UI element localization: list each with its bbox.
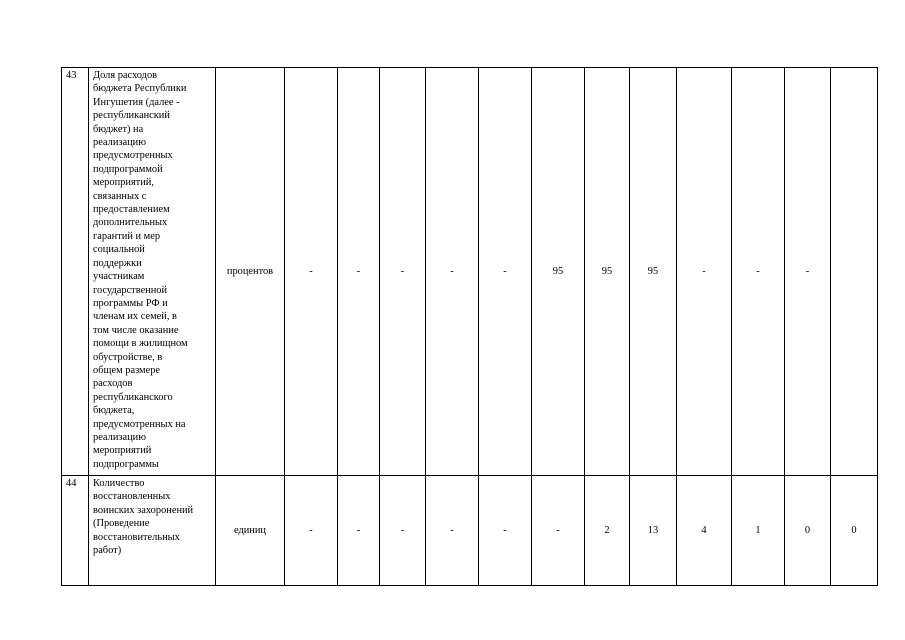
value-cell: 2: [585, 476, 630, 586]
value-cell: -: [785, 68, 831, 476]
value-cell: -: [532, 476, 585, 586]
value-cell: -: [338, 476, 380, 586]
value-cell: -: [380, 68, 426, 476]
value-cell: -: [677, 68, 732, 476]
unit-cell: процентов: [216, 68, 285, 476]
value-cell: -: [732, 68, 785, 476]
value-cell: 95: [585, 68, 630, 476]
value-cell: -: [479, 476, 532, 586]
value-cell: 1: [732, 476, 785, 586]
row-number: 43: [62, 68, 89, 476]
value-cell: 0: [785, 476, 831, 586]
value-cell: [831, 68, 878, 476]
table-row: [62, 476, 878, 586]
indicator-name: Количество восстановленных воинских захоронений (Проведение восстановительных работ): [89, 476, 216, 586]
value-cell: -: [285, 68, 338, 476]
indicators-table: [61, 67, 878, 586]
value-cell: -: [426, 68, 479, 476]
value-cell: -: [338, 68, 380, 476]
value-cell: 4: [677, 476, 732, 586]
value-cell: -: [426, 476, 479, 586]
value-cell: -: [285, 476, 338, 586]
value-cell: -: [380, 476, 426, 586]
value-cell: 95: [532, 68, 585, 476]
value-cell: 13: [630, 476, 677, 586]
indicator-name: Доля расходов бюджета Республики Ингушетия (далее - республиканский бюджет) на реализацию предусмотренных подпрограммой мероприятий, связанных с предоставлением дополнительных гарантий и мер социальной поддержки участникам государственной программы РФ и членам их семей, в том числе оказание помощи в жилищном обустройстве, в общем размере расходов республиканского бюджета, предусмотренных на реализацию мероприятий подпрограммы: [89, 68, 216, 476]
row-number: 44: [62, 476, 89, 586]
table-row: [62, 68, 878, 476]
value-cell: -: [479, 68, 532, 476]
value-cell: 95: [630, 68, 677, 476]
value-cell: 0: [831, 476, 878, 586]
unit-cell: единиц: [216, 476, 285, 586]
